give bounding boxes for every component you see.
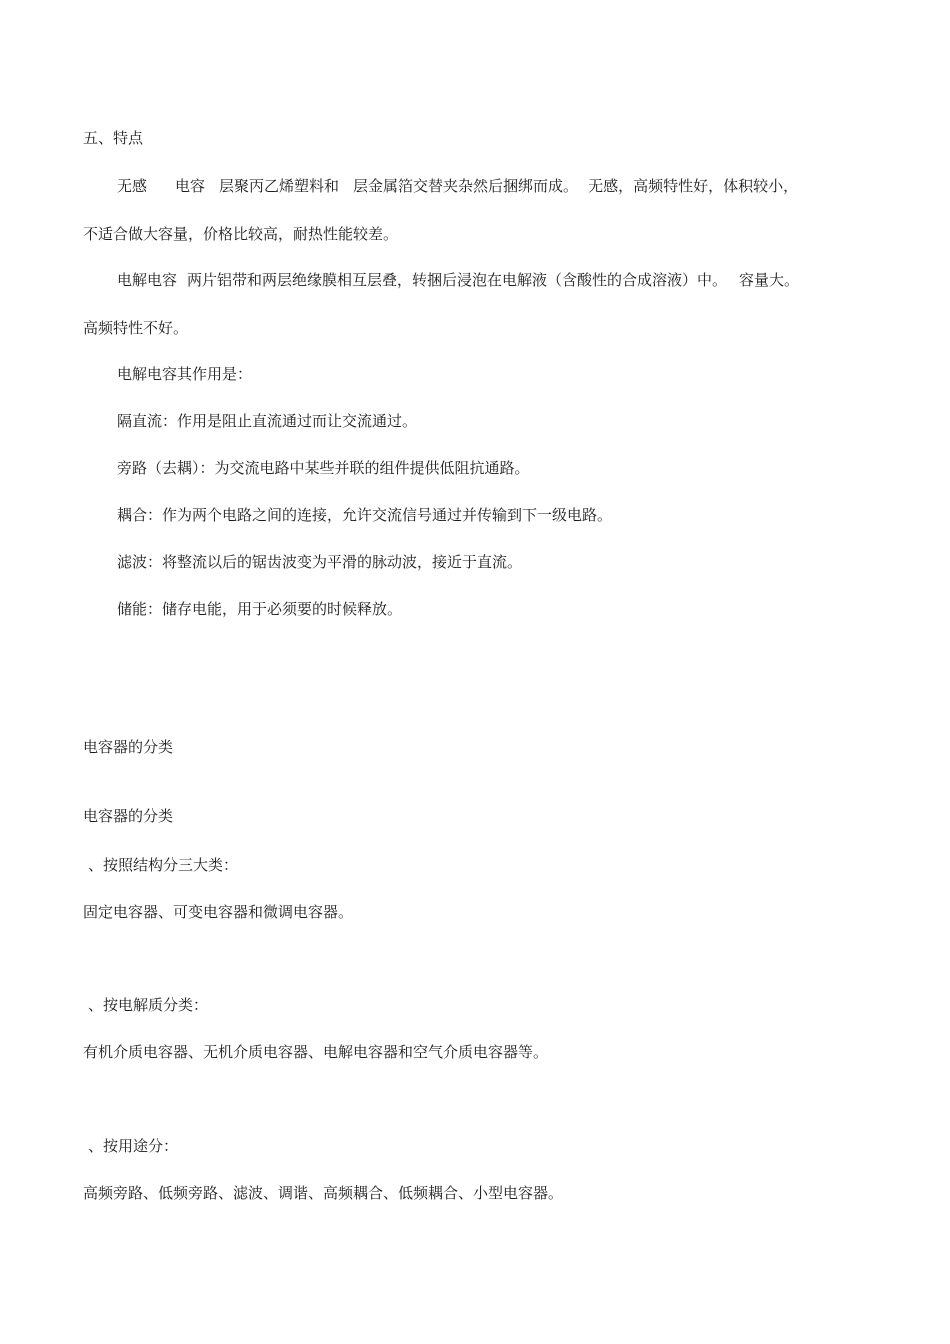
by-structure-text: 固定电容器、可变电容器和微调电容器。 bbox=[83, 903, 354, 921]
text-fragment: 层聚丙乙烯塑料和 bbox=[219, 177, 340, 195]
by-use-text: 高频旁路、低频旁路、滤波、调谐、高频耦合、低频耦合、小型电容器。 bbox=[83, 1184, 564, 1202]
function-item-energy-storage: 储能：储存电能，用于必须要的时候释放。 bbox=[117, 600, 403, 618]
text-fragment: 层金属箔交替夹杂然后捆绑而成。 bbox=[353, 177, 579, 195]
function-item-dc-blocking: 隔直流：作用是阻止直流通过而让交流通过。 bbox=[117, 412, 418, 430]
classification-title-2: 电容器的分类 bbox=[83, 807, 174, 825]
paragraph-non-inductive-line1 bbox=[117, 176, 863, 196]
by-use-heading: 、按用途分： bbox=[88, 1137, 179, 1155]
by-structure-heading: 、按照结构分三大类： bbox=[88, 856, 239, 874]
paragraph-non-inductive-line2: 不适合做大容量，价格比较高，耐热性能较差。 bbox=[83, 225, 399, 243]
functions-title: 电解电容其作用是： bbox=[117, 365, 253, 383]
paragraph-electrolytic-line2: 高频特性不好。 bbox=[83, 319, 189, 337]
function-item-coupling: 耦合：作为两个电路之间的连接，允许交流信号通过并传输到下一级电路。 bbox=[117, 506, 613, 524]
text-fragment: 无感 bbox=[117, 177, 148, 195]
function-item-filtering: 滤波：将整流以后的锯齿波变为平滑的脉动波，接近于直流。 bbox=[117, 553, 523, 571]
by-dielectric-text: 有机介质电容器、无机介质电容器、电解电容器和空气介质电容器等。 bbox=[83, 1043, 549, 1061]
text-fragment: 容量大。 bbox=[739, 271, 800, 289]
text-fragment: 无感，高频特性好，体积较小， bbox=[588, 177, 799, 195]
section-heading: 五、特点 bbox=[83, 129, 144, 147]
text-fragment: 两片铝带和两层绝缘膜相互层叠，转捆后浸泡在电解液（含酸性的合成溶液）中。 bbox=[187, 271, 728, 289]
text-fragment: 电解电容 bbox=[117, 271, 178, 289]
by-dielectric-heading: 、按电解质分类： bbox=[88, 996, 209, 1014]
function-item-bypass: 旁路（去耦）：为交流电路中某些并联的组件提供低阻抗通路。 bbox=[117, 459, 530, 477]
text-fragment: 电容 bbox=[175, 177, 206, 195]
paragraph-electrolytic-line1 bbox=[117, 270, 799, 290]
classification-title-1: 电容器的分类 bbox=[83, 738, 174, 756]
